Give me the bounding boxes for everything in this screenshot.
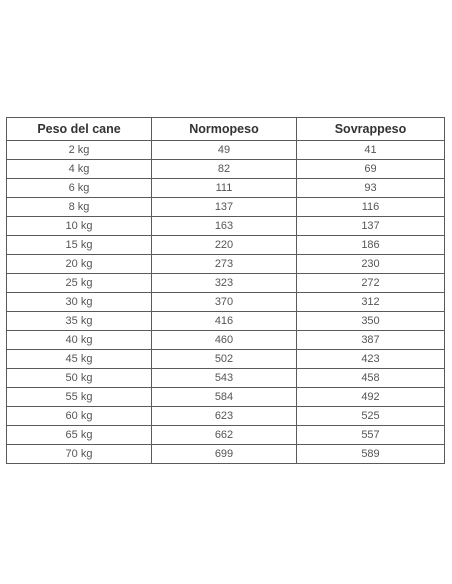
table-row xyxy=(7,312,445,331)
table-row xyxy=(7,141,445,160)
table-row xyxy=(7,350,445,369)
cell-normopeso: 502 xyxy=(152,350,297,369)
cell-weight: 25 kg xyxy=(7,274,152,293)
cell-sovrappeso: 41 xyxy=(297,141,445,160)
table-row xyxy=(7,236,445,255)
table-row xyxy=(7,255,445,274)
dog-weight-table xyxy=(6,117,445,464)
cell-normopeso: 163 xyxy=(152,217,297,236)
table-row xyxy=(7,445,445,464)
cell-sovrappeso: 492 xyxy=(297,388,445,407)
cell-weight: 8 kg xyxy=(7,198,152,217)
table-header xyxy=(7,118,445,141)
cell-sovrappeso: 387 xyxy=(297,331,445,350)
cell-weight: 20 kg xyxy=(7,255,152,274)
cell-normopeso: 137 xyxy=(152,198,297,217)
cell-sovrappeso: 116 xyxy=(297,198,445,217)
table-row xyxy=(7,198,445,217)
header-normopeso: Normopeso xyxy=(152,118,297,141)
cell-normopeso: 584 xyxy=(152,388,297,407)
header-row xyxy=(7,118,445,141)
cell-normopeso: 220 xyxy=(152,236,297,255)
cell-normopeso: 623 xyxy=(152,407,297,426)
cell-weight: 55 kg xyxy=(7,388,152,407)
table-body xyxy=(7,141,445,464)
table-row xyxy=(7,407,445,426)
cell-sovrappeso: 186 xyxy=(297,236,445,255)
cell-sovrappeso: 93 xyxy=(297,179,445,198)
cell-weight: 4 kg xyxy=(7,160,152,179)
table-row xyxy=(7,388,445,407)
cell-weight: 60 kg xyxy=(7,407,152,426)
cell-sovrappeso: 137 xyxy=(297,217,445,236)
cell-weight: 6 kg xyxy=(7,179,152,198)
cell-normopeso: 273 xyxy=(152,255,297,274)
cell-sovrappeso: 69 xyxy=(297,160,445,179)
cell-weight: 30 kg xyxy=(7,293,152,312)
cell-sovrappeso: 272 xyxy=(297,274,445,293)
cell-sovrappeso: 589 xyxy=(297,445,445,464)
table-container xyxy=(6,117,444,464)
cell-normopeso: 543 xyxy=(152,369,297,388)
cell-normopeso: 82 xyxy=(152,160,297,179)
cell-weight: 40 kg xyxy=(7,331,152,350)
cell-normopeso: 460 xyxy=(152,331,297,350)
cell-normopeso: 111 xyxy=(152,179,297,198)
cell-sovrappeso: 557 xyxy=(297,426,445,445)
cell-sovrappeso: 350 xyxy=(297,312,445,331)
header-sovrappeso: Sovrappeso xyxy=(297,118,445,141)
cell-weight: 35 kg xyxy=(7,312,152,331)
cell-sovrappeso: 312 xyxy=(297,293,445,312)
cell-weight: 45 kg xyxy=(7,350,152,369)
cell-normopeso: 323 xyxy=(152,274,297,293)
table-row xyxy=(7,274,445,293)
cell-weight: 10 kg xyxy=(7,217,152,236)
table-row xyxy=(7,426,445,445)
cell-weight: 65 kg xyxy=(7,426,152,445)
cell-normopeso: 416 xyxy=(152,312,297,331)
cell-normopeso: 662 xyxy=(152,426,297,445)
cell-weight: 50 kg xyxy=(7,369,152,388)
cell-normopeso: 370 xyxy=(152,293,297,312)
cell-sovrappeso: 230 xyxy=(297,255,445,274)
table-row xyxy=(7,293,445,312)
cell-normopeso: 699 xyxy=(152,445,297,464)
table-row xyxy=(7,331,445,350)
table-row xyxy=(7,179,445,198)
cell-sovrappeso: 525 xyxy=(297,407,445,426)
cell-normopeso: 49 xyxy=(152,141,297,160)
cell-weight: 2 kg xyxy=(7,141,152,160)
cell-sovrappeso: 423 xyxy=(297,350,445,369)
table-row xyxy=(7,217,445,236)
cell-sovrappeso: 458 xyxy=(297,369,445,388)
table-row xyxy=(7,369,445,388)
cell-weight: 15 kg xyxy=(7,236,152,255)
header-peso-del-cane: Peso del cane xyxy=(7,118,152,141)
cell-weight: 70 kg xyxy=(7,445,152,464)
table-row xyxy=(7,160,445,179)
